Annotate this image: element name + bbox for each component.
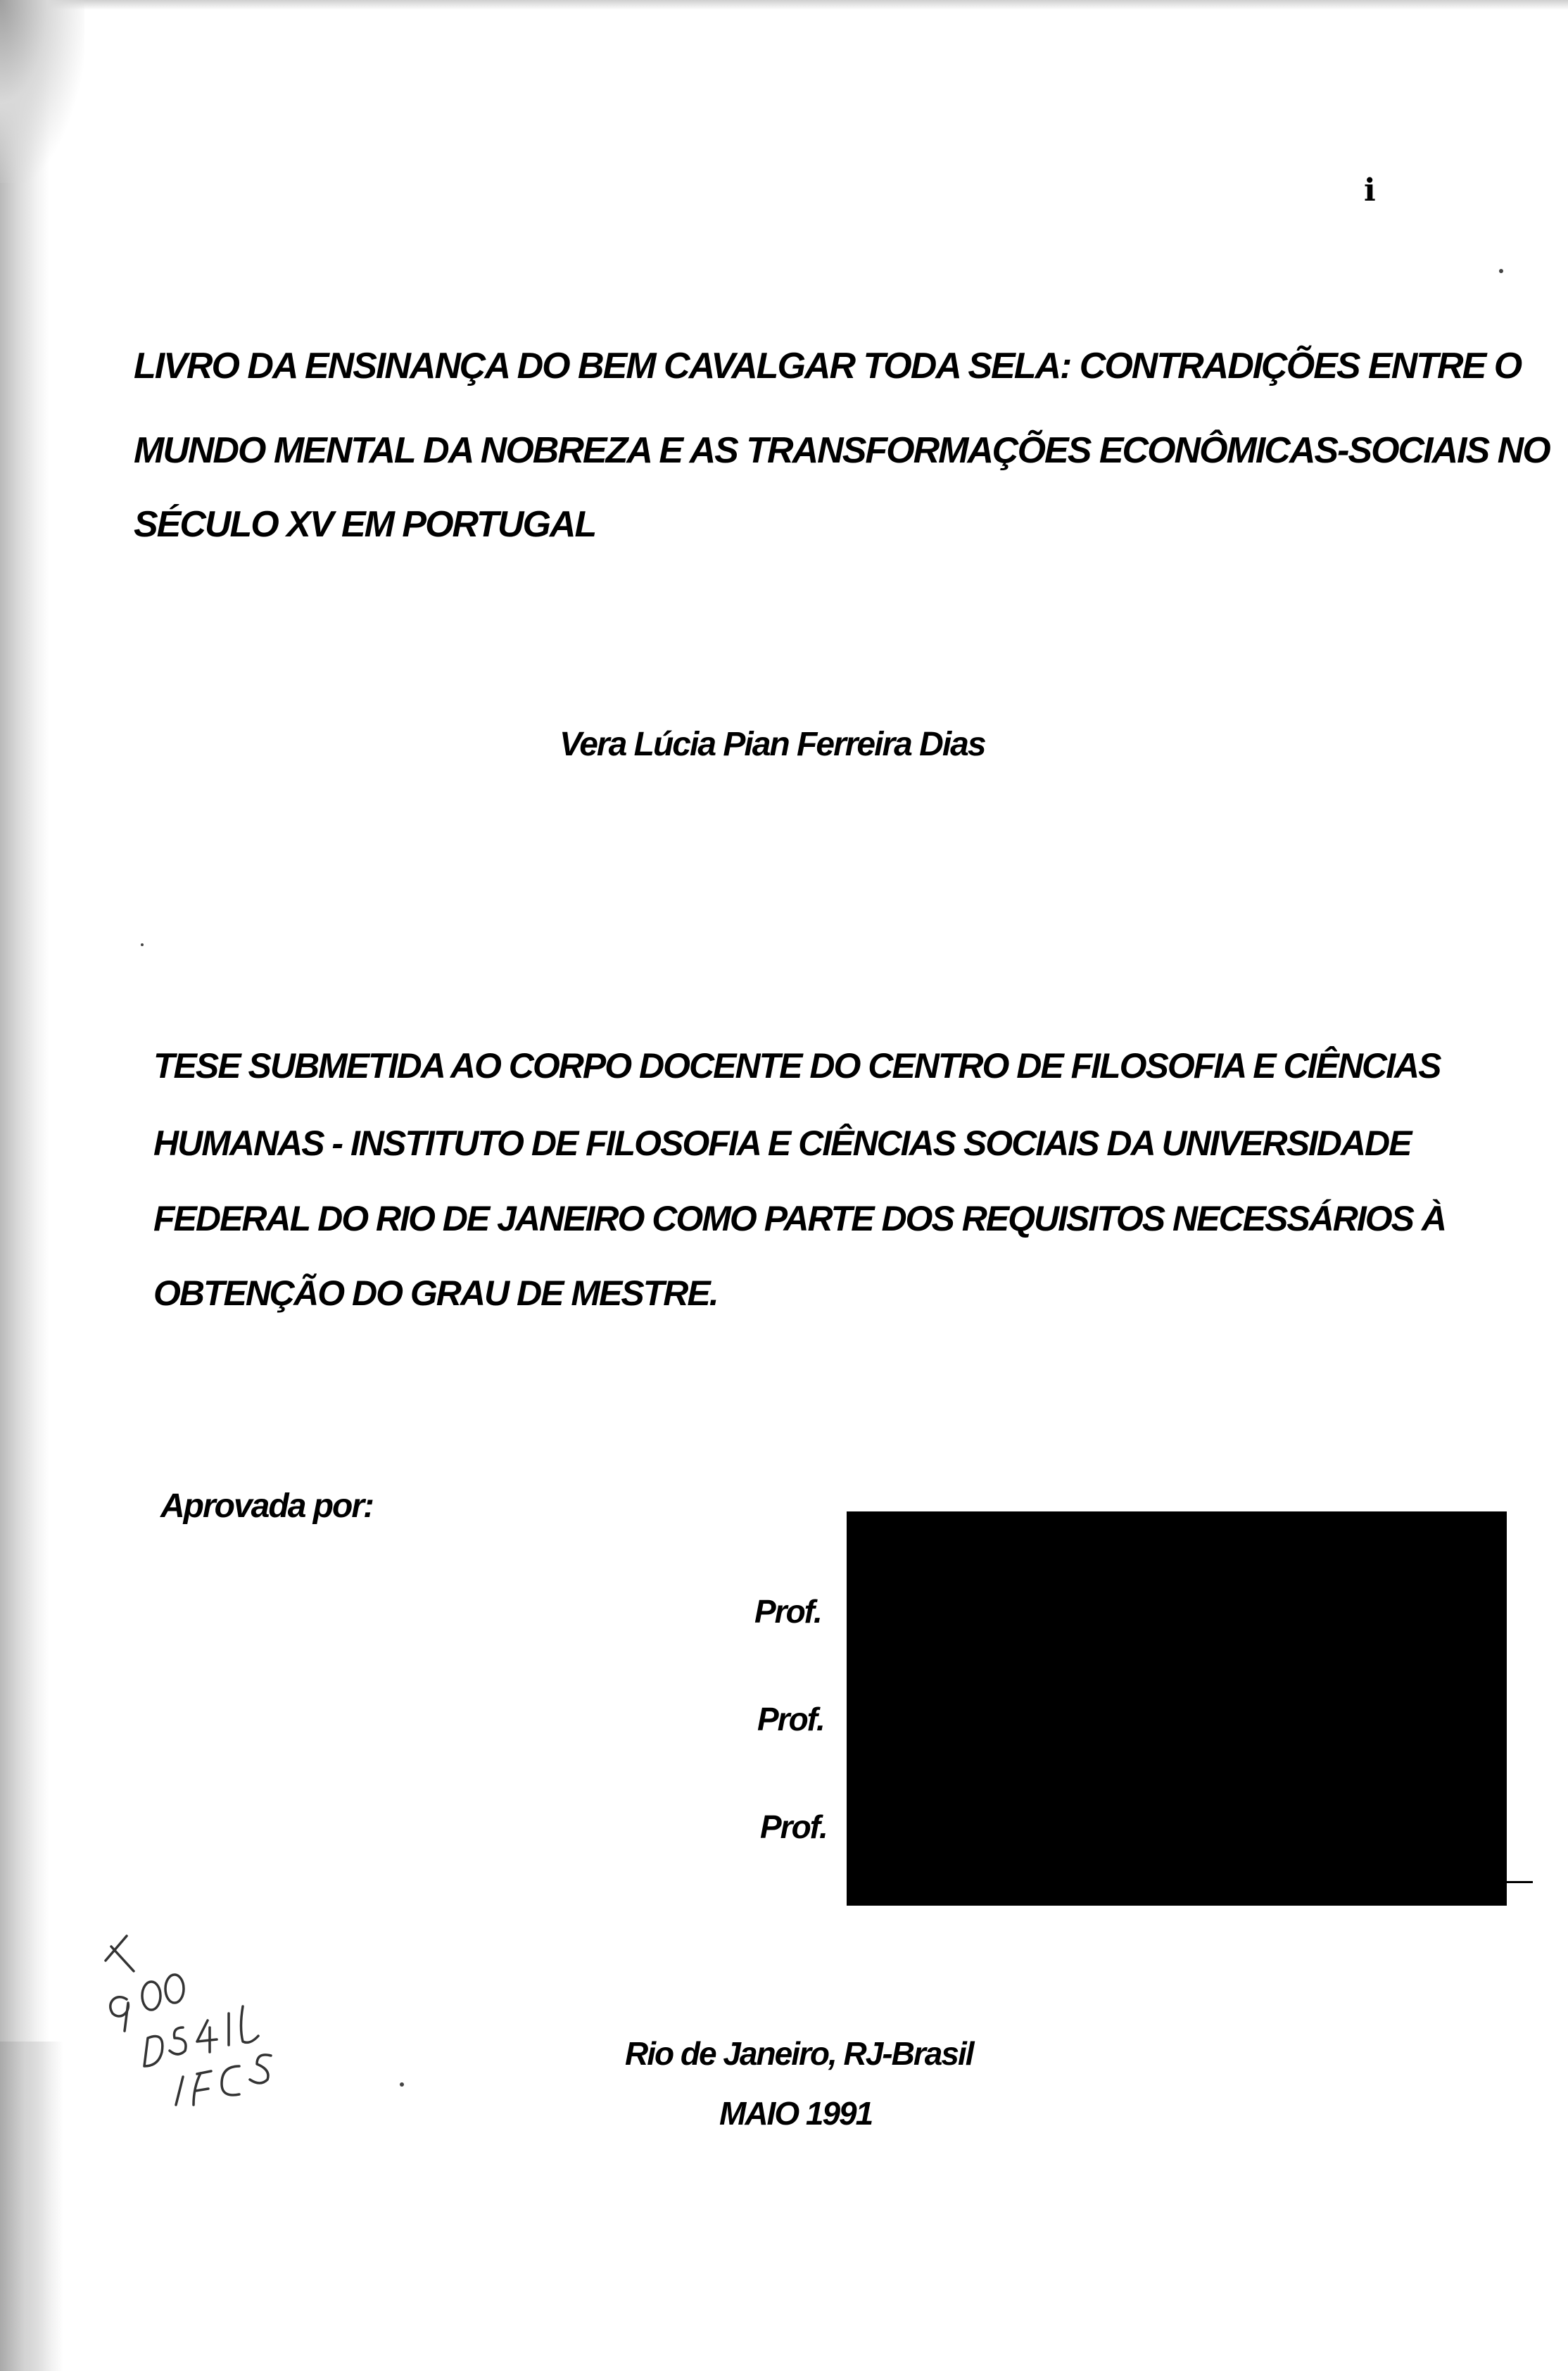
thesis-line-3: FEDERAL DO RIO DE JANEIRO COMO PARTE DOS REQUISITOS NECESSÁRIOS À: [153, 1199, 1446, 1238]
scan-shadow-top: [0, 0, 1568, 10]
title-line-3: SÉCULO XV EM PORTUGAL: [134, 504, 596, 545]
scan-shadow-corner: [0, 0, 84, 183]
examiner-3-label: Prof.: [760, 1809, 827, 1845]
author-name: Vera Lúcia Pian Ferreira Dias: [559, 726, 985, 763]
scan-speck: [141, 943, 144, 946]
examiner-2-label: Prof.: [757, 1701, 824, 1737]
handwritten-catalog-note: [84, 1922, 317, 2147]
location: Rio de Janeiro, RJ-Brasil: [625, 2035, 973, 2072]
thesis-line-4: OBTENÇÃO DO GRAU DE MESTRE.: [153, 1273, 718, 1313]
redaction-block: [847, 1511, 1507, 1906]
title-line-1: LIVRO DA ENSINANÇA DO BEM CAVALGAR TODA SELA: CONTRADIÇÕES ENTRE O: [134, 346, 1522, 386]
thesis-line-2: HUMANAS - INSTITUTO DE FILOSOFIA E CIÊNCIAS SOCIAIS DA UNIVERSIDADE: [153, 1124, 1411, 1163]
approved-label: Aprovada por:: [160, 1488, 374, 1525]
scan-speck: [1499, 269, 1503, 273]
thesis-line-1: TESE SUBMETIDA AO CORPO DOCENTE DO CENTRO DE FILOSOFIA E CIÊNCIAS: [153, 1046, 1441, 1086]
scan-speck: [400, 2082, 404, 2087]
signature-line-stub: [1505, 1881, 1533, 1883]
examiner-1-label: Prof.: [754, 1593, 821, 1630]
scan-shadow-bottom-left: [0, 2042, 63, 2371]
date: MAIO 1991: [719, 2095, 873, 2132]
title-line-2: MUNDO MENTAL DA NOBREZA E AS TRANSFORMAÇÕES ECONÔMICAS-SOCIAIS NO: [134, 430, 1550, 471]
scan-shadow-left: [0, 0, 49, 2371]
page-number: i: [1364, 172, 1376, 208]
